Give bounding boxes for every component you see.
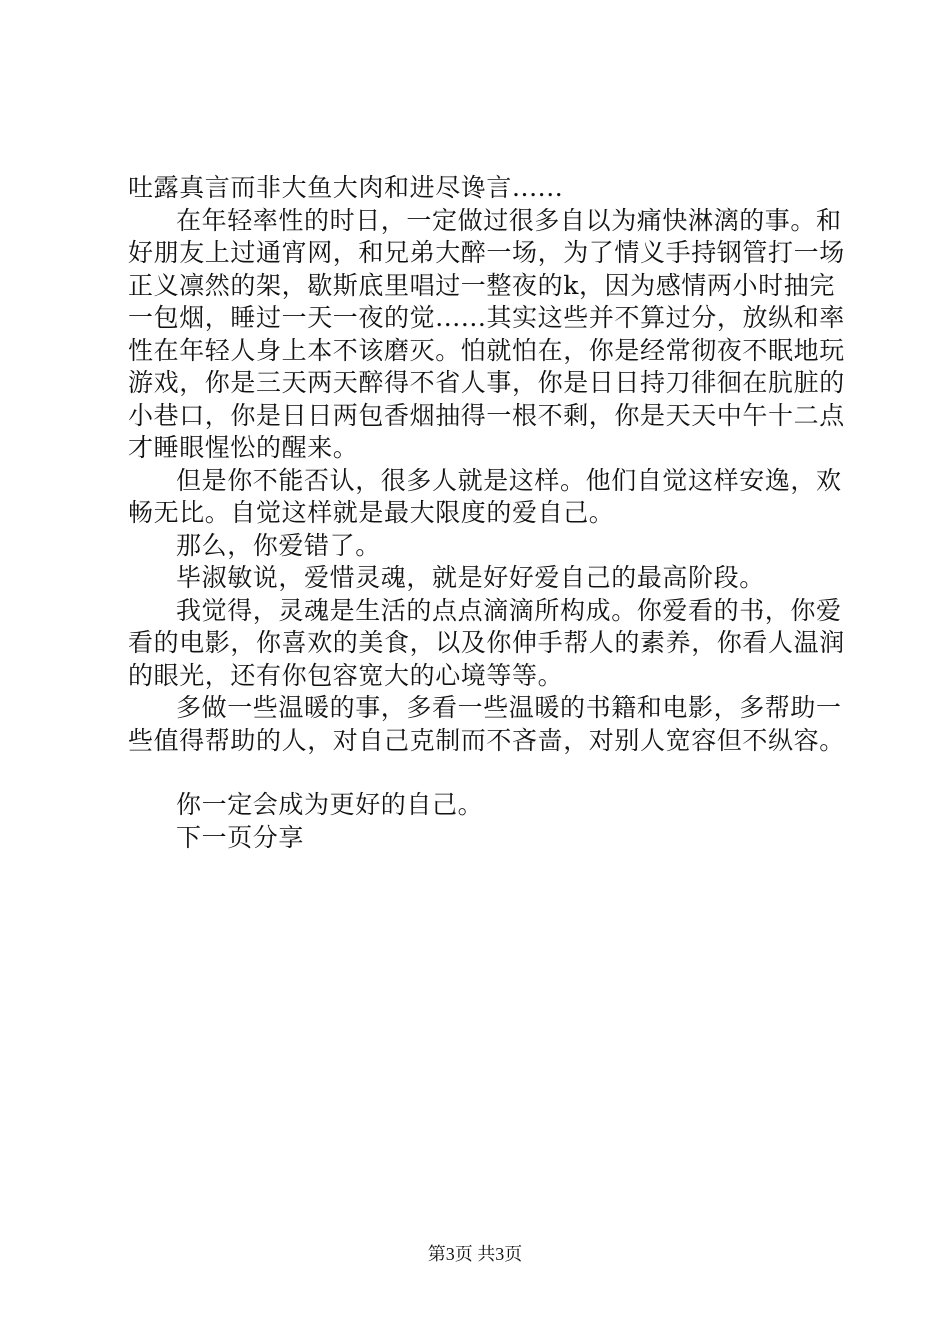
paragraph-continuation: 吐露真言而非大鱼大肉和进尽谗言...... [128, 173, 564, 202]
paragraph-wrong-love: 那么，你爱错了。 [176, 530, 381, 560]
document-body [128, 172, 848, 854]
paragraph-spacer [128, 757, 848, 789]
paragraph-youth: 在年轻率性的时日，一定做过很多自以为痛快淋漓的事。和好朋友上过通宵网，和兄弟大醉一场，为了情义手持钢管打一场正义凛然的架，歇斯底里唱过一整夜的k，因为感情两小时抽完一包烟，睡过一天一夜的觉......其实这些并不算过分，放纵和率性在年轻人身上本不该磨灭。怕就怕在，你是经常彻夜不眠地玩游戏，你是三天两天醉得不省人事，你是日日持刀徘徊在肮脏的小巷口，你是日日两包香烟抽得一根不剩，你是天天中午十二点才睡眼惺忪的醒来。 [128, 205, 845, 462]
paragraph-better-self: 你一定会成为更好的自己。 [176, 790, 484, 819]
page-number-footer: 第3页 共3页 [427, 1244, 523, 1264]
paragraph-quote: 毕淑敏说，爱惜灵魂，就是好好爱自己的最高阶段。 [176, 563, 765, 592]
paragraph-warm: 多做一些温暖的事，多看一些温暖的书籍和电影，多帮助一些值得帮助的人，对自己克制而不吝啬，对别人宽容但不纵容。 [128, 693, 845, 755]
paragraph-soul: 我觉得，灵魂是生活的点点滴滴所构成。你爱看的书，你爱看的电影，你喜欢的美食，以及你伸手帮人的素养，你看人温润的眼光，还有你包容宽大的心境等等。 [128, 595, 845, 690]
next-page-share-link[interactable]: 下一页分享 [176, 822, 305, 852]
paragraph-deny: 但是你不能否认，很多人就是这样。他们自觉这样安逸，欢畅无比。自觉这样就是最大限度的爱自己。 [128, 465, 842, 527]
